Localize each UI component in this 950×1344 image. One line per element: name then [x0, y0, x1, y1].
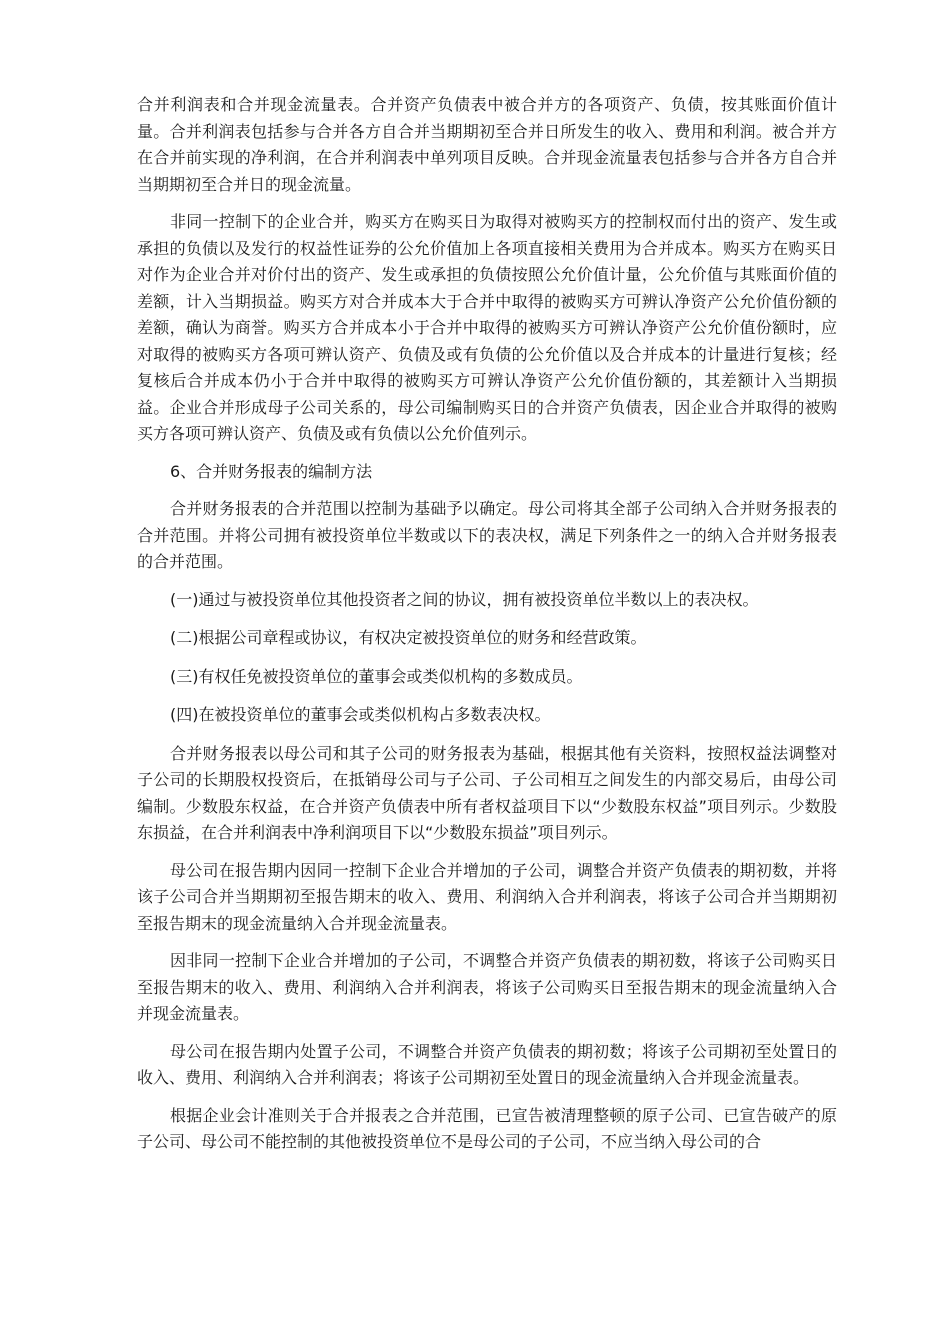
section-heading-consolidation-method: 6、合并财务报表的编制方法 — [170, 461, 373, 481]
list-item-condition-4: (四)在被投资单位的董事会或类似机构占多数表决权。 — [170, 705, 551, 724]
paragraph-non-common-control-subsidiary: 因非同一控制下企业合并增加的子公司，不调整合并资产负债表的期初数，将该子公司购买日至报告期末的收入、费用、利润纳入合并利润表，将该子公司购买日至报告期末的现金流量纳入合并现金流量表。 — [137, 951, 837, 1023]
document-page — [137, 92, 837, 1167]
paragraph-excluded-entities: 根据企业会计准则关于合并报表之合并范围，已宣告被清理整顿的原子公司、已宣告破产的原子公司、母公司不能控制的其他被投资单位不是母公司的子公司，不应当纳入母公司的合 — [137, 1105, 837, 1151]
paragraph-non-common-control-merger: 非同一控制下的企业合并，购买方在购买日为取得对被购买方的控制权而付出的资产、发生或承担的负债以及发行的权益性证券的公允价值加上各项直接相关费用为合并成本。购买方在购买日对作为企业合并对价付出的资产、发生或承担的负债按照公允价值计量，公允价值与其账面价值的差额，计入当期损益。购买方对合并成本大于合并中取得的被购买方可辨认净资产公允价值份额的差额，确认为商誉。购买方合并成本小于合并中取得的被购买方可辨认净资产公允价值份额时，应对取得的被购买方各项可辨认资产、负债及或有负债的公允价值以及合并成本的计量进行复核；经复核后合并成本仍小于合并中取得的被购买方可辨认净资产公允价值份额的，其差额计入当期损益。企业合并形成母子公司关系的，母公司编制购买日的合并资产负债表，因企业合并取得的被购买方各项可辨认资产、负债及或有负债以公允价值列示。 — [137, 212, 837, 443]
paragraph-consolidation-scope: 合并财务报表的合并范围以控制为基础予以确定。母公司将其全部子公司纳入合并财务报表的合并范围。并将公司拥有被投资单位半数或以下的表决权，满足下列条件之一的纳入合并财务报表的合并范围。 — [137, 499, 837, 571]
paragraph-common-control-subsidiary: 母公司在报告期内因同一控制下企业合并增加的子公司，调整合并资产负债表的期初数，并将该子公司合并当期期初至报告期末的收入、费用、利润纳入合并利润表，将该子公司合并当期期初至报告期末的现金流量纳入合并现金流量表。 — [137, 860, 837, 933]
paragraph-disposal-subsidiary: 母公司在报告期内处置子公司，不调整合并资产负债表的期初数；将该子公司期初至处置日的收入、费用、利润纳入合并利润表；将该子公司期初至处置日的现金流量纳入合并现金流量表。 — [137, 1041, 837, 1087]
list-item-condition-3: (三)有权任免被投资单位的董事会或类似机构的多数成员。 — [170, 666, 583, 686]
list-item-condition-1: (一)通过与被投资单位其他投资者之间的协议，拥有被投资单位半数以上的表决权。 — [170, 589, 759, 609]
paragraph-consolidation-basis: 合并财务报表以母公司和其子公司的财务报表为基础，根据其他有关资料，按照权益法调整对子公司的长期股权投资后，在抵销母公司与子公司、子公司相互之间发生的内部交易后，由母公司编制。少数股东权益，在合并资产负债表中所有者权益项目下以“少数股东权益”项目列示。少数股东损益，在合并利润表中净利润项目下以“少数股东损益”项目列示。 — [137, 743, 837, 842]
list-item-condition-2: (二)根据公司章程或协议，有权决定被投资单位的财务和经营政策。 — [170, 628, 647, 647]
paragraph-merger-statements-continued: 合并利润表和合并现金流量表。合并资产负债表中被合并方的各项资产、负债，按其账面价值计量。合并利润表包括参与合并各方自合并当期期初至合并日所发生的收入、费用和利润。被合并方在合并前实现的净利润，在合并利润表中单列项目反映。合并现金流量表包括参与合并各方自合并当期期初至合并日的现金流量。 — [137, 95, 837, 194]
